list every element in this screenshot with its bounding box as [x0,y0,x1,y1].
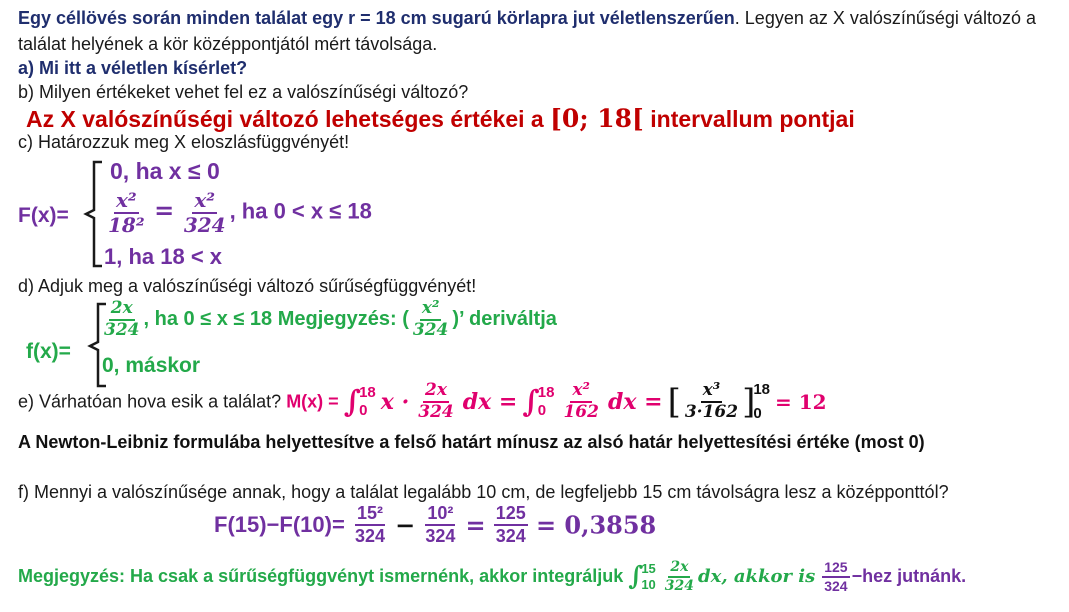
cdf-frac-2-den: 324 [183,213,226,237]
integral-1-lower: 0 [359,402,368,419]
integral-3-lower: 10 [641,576,656,592]
question-e-line [18,378,827,426]
integral-limits-2 [538,384,555,420]
mean-frac-2-num: x² [570,382,592,403]
prob-frac-3 [494,504,528,546]
mean-frac-3 [683,382,740,422]
integral-sign-1: ∫ [343,384,362,420]
prob-frac-2 [423,504,457,546]
final-note-text-b: dx, akkor is [698,566,816,588]
prob-frac-3-den: 324 [495,525,526,546]
mean-x: x · [380,389,410,415]
prob-frac-2-den: 324 [425,525,456,546]
intro-line-1 [18,8,1036,29]
question-c: c) Határozzuk meg X eloszlásfüggvényét! [18,132,350,152]
newton-leibniz-note: A Newton-Leibniz formulába helyettesítve a felső határt mínusz az alsó határ helyettesítési értéke (most 0) [18,432,925,452]
pdf-frac-den: 324 [104,319,140,340]
integral-2-upper: 18 [537,384,555,401]
integral-1-upper: 18 [359,384,376,401]
cdf-frac-1 [106,190,147,236]
bracket-close: ] [742,382,756,422]
integral-limits-3 [641,561,655,592]
bracket-lower: 0 [753,405,762,422]
pdf-cond: , ha 0 ≤ x ≤ 18 Megjegyzés: ( [143,308,409,331]
cdf-cond: , ha 0 < x ≤ 18 [229,198,372,224]
note-frac-2-den: 324 [824,577,848,594]
final-note-text-c: −hez jutnánk. [851,566,967,587]
mean-frac-1 [416,382,456,422]
prob-frac-1-num: 15² [355,504,385,526]
question-a: a) Mi itt a véletlen kísérlet? [18,58,248,78]
note-frac-1 [663,560,696,593]
cdf-label: F(x)= [18,204,69,227]
cdf-frac-2 [182,190,228,236]
integral-sign-3: ∫ [628,561,644,592]
mean-label: M(x) = [286,391,339,412]
probability-lhs: F(15)−F(10)= [214,511,345,537]
cdf-case-1: 0, ha x ≤ 0 [110,158,220,184]
intro-rest-1: . Legyen az X valószínűségi változó a [734,8,1036,28]
cdf-case-3: 1, ha 18 < x [104,244,223,269]
mean-dx-1: dx = [462,389,518,415]
mean-result: = 12 [775,390,827,414]
intro-line-2: találat helyének a kör középpontjától mért távolsága. [18,34,438,54]
note-frac-1-den: 324 [664,577,695,594]
integral-2-lower: 0 [537,402,547,419]
mean-frac-1-num: 2x [423,382,449,403]
intro-bold: Egy céllövés során minden találat egy r = 18 cm sugarú körlapra jut véletlenszerűen [18,8,735,28]
pdf-note-num: x² [420,300,442,321]
answer-b-text: Az X valószínűségi változó lehetséges értékei a [26,106,544,132]
cdf-frac-1-num: x² [115,188,137,212]
probability-line [214,504,656,546]
prob-result: = 0,3858 [535,510,657,540]
prob-minus: − [395,510,416,540]
bracket-limits [753,378,770,426]
pdf-case-1 [100,300,557,340]
final-note-text-a: Megjegyzés: Ha csak a sűrűségfüggvényt ismernénk, akkor integráljuk [18,566,624,587]
mean-frac-1-den: 324 [418,402,454,422]
mean-frac-2-den: 162 [563,402,599,422]
prob-eq: = [465,510,486,540]
prob-frac-2-num: 10² [425,504,455,526]
integral-sign-2: ∫ [522,384,540,420]
answer-b [26,104,855,133]
note-frac-2-num: 125 [822,560,849,578]
pdf-case-2: 0, máskor [102,354,201,377]
cdf-frac-2-num: x² [194,188,216,212]
integral-3-upper: 15 [641,561,656,577]
question-e: e) Várhatóan hova esik a találat? [18,391,282,412]
bracket-upper: 18 [753,381,771,398]
question-d: d) Adjuk meg a valószínűségi változó sűrűségfüggvényét! [18,276,477,296]
mean-dx-2: dx = [607,389,663,415]
mean-frac-3-num: x³ [701,382,723,403]
question-b: b) Milyen értékeket vehet fel ez a valószínűségi változó? [18,82,469,102]
prob-frac-1 [353,504,387,546]
cdf-eq: = [154,195,175,225]
bracket-open: [ [667,382,681,422]
pdf-note-frac [411,300,451,340]
mean-frac-3-den: 3·162 [684,402,739,422]
cdf-case-2 [104,190,372,236]
pdf-frac-num: 2x [109,300,135,321]
question-f: f) Mennyi a valószínűsége annak, hogy a találat legalább 10 cm, de legfeljebb 15 cm távolságra lesz a középponttól? [18,482,949,502]
note-frac-2 [822,560,849,593]
answer-b-interval: [0; 18[ [550,104,644,133]
mean-frac-2 [561,382,601,422]
answer-b-tail: intervallum pontjai [650,106,855,132]
pdf-label: f(x)= [26,340,71,363]
prob-frac-1-den: 324 [354,525,385,546]
note-frac-1-num: 2x [668,560,690,578]
pdf-note-tail: )’ deriváltja [452,308,557,331]
final-note [18,560,966,593]
cdf-frac-1-den: 18² [108,213,145,237]
pdf-frac [102,300,142,340]
integral-limits-1 [359,384,376,420]
prob-frac-3-num: 125 [494,504,528,526]
pdf-note-den: 324 [412,319,449,340]
